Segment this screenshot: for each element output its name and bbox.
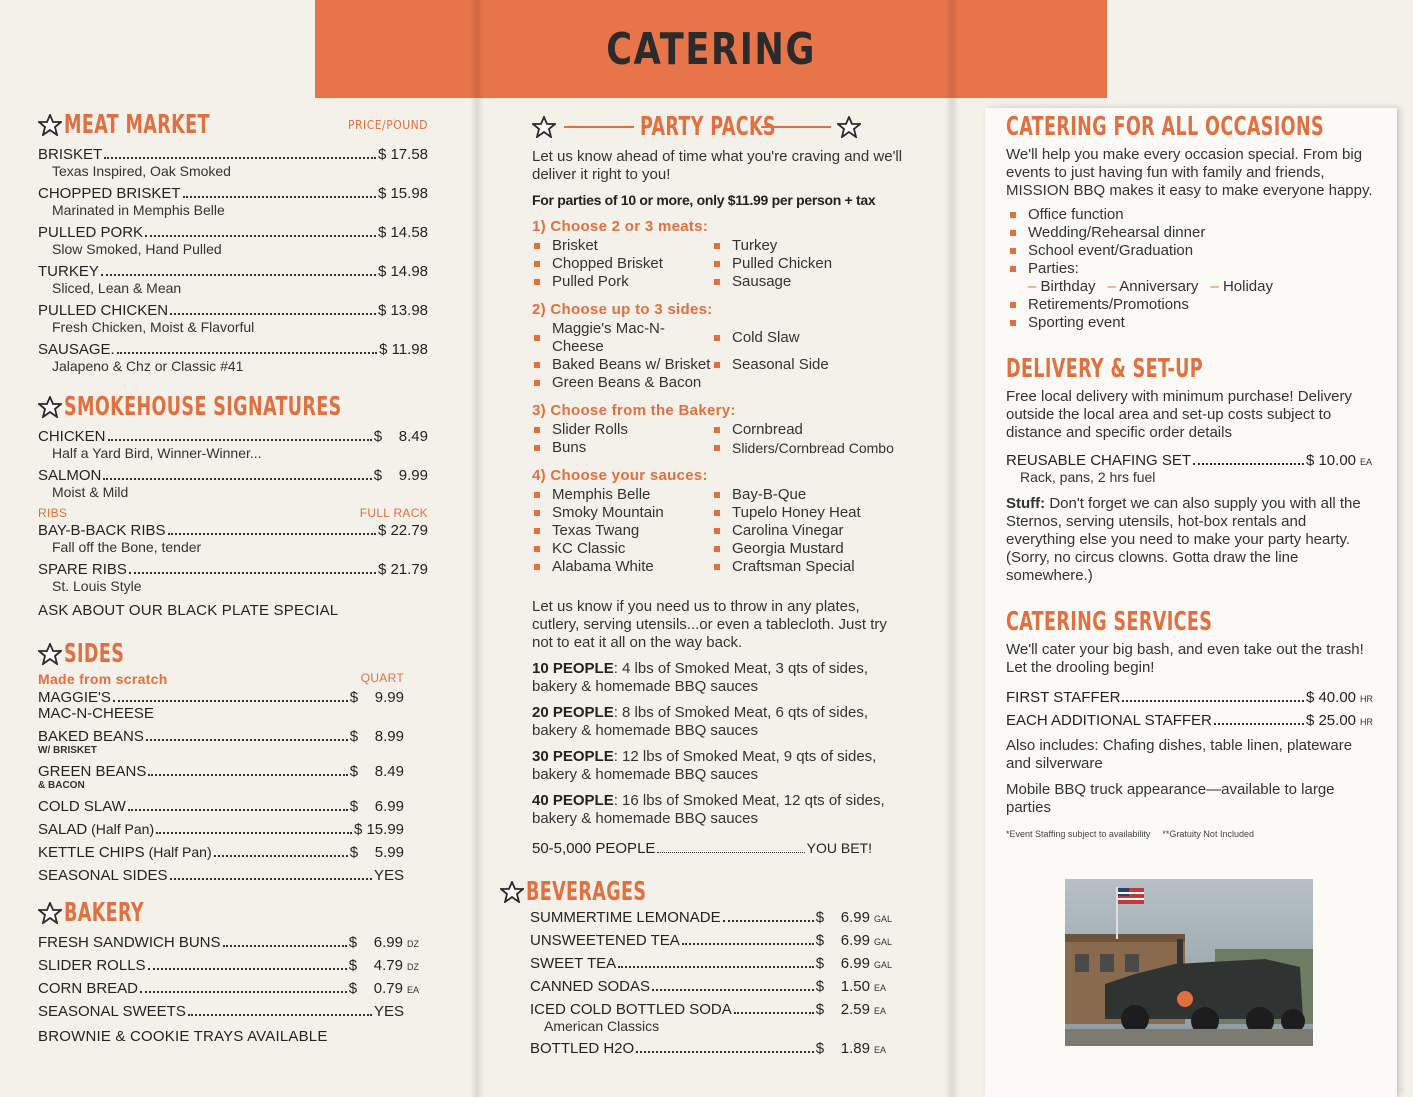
- ribs-subhead: RIBS FULL RACK: [38, 506, 428, 520]
- menu-item: CHOPPED BRISKET $ 15.98 Marinated in Memphis Belle: [38, 185, 428, 218]
- menu-item: TURKEY $ 14.98 Sliced, Lean & Mean: [38, 263, 428, 296]
- menu-item: SWEET TEA $ 6.99 GAL: [530, 955, 893, 972]
- smokehouse-list: [38, 428, 428, 619]
- meat-market-list: [38, 146, 428, 374]
- occasions-list: [1006, 206, 1376, 332]
- menu-item: BOTTLED H2O $ 1.89 EA: [530, 1040, 887, 1057]
- meat-options: [534, 237, 910, 291]
- list-item: Parties:: [1010, 260, 1376, 278]
- menu-item: BRISKET $ 17.58 Texas Inspired, Oak Smoked: [38, 146, 428, 179]
- occasions-intro: We'll help you make every occasion special. From big events to just having fun with family and friends, MISSION BBQ makes it easy to make everyone happy.: [1006, 146, 1373, 199]
- party-packs-heading: PARTY PACKS: [532, 112, 910, 142]
- trays-note: BROWNIE & COOKIE TRAYS AVAILABLE: [38, 1028, 328, 1045]
- meat-market-heading: MEAT MARKET PRICE/POUND: [38, 110, 428, 140]
- list-item: Memphis Belle: [534, 486, 714, 504]
- list-item: Alabama White: [534, 558, 714, 576]
- list-item: Sporting event: [1010, 314, 1376, 332]
- list-item: KC Classic: [534, 540, 714, 558]
- list-item: Turkey: [714, 237, 914, 255]
- smokehouse-heading: SMOKEHOUSE SIGNATURES: [38, 392, 428, 422]
- star-icon: [532, 116, 556, 138]
- step-heading: 3) Choose from the Bakery:: [532, 402, 736, 419]
- star-icon: [500, 881, 524, 903]
- staffer-row: FIRST STAFFER $ 40.00 HR: [1006, 689, 1373, 706]
- star-icon: [38, 643, 62, 665]
- star-icon: [38, 396, 62, 418]
- list-item: Sausage: [714, 273, 914, 291]
- sides-subhead: Made from scratch QUART: [38, 671, 404, 687]
- menu-item: SEASONAL SWEETS YES: [38, 1003, 404, 1020]
- column-left: [38, 110, 428, 1045]
- side-options: [534, 320, 910, 392]
- menu-item: SUMMERTIME LEMONADE $ 6.99 GAL: [530, 909, 893, 926]
- menu-item: CHICKEN $ 8.49 Half a Yard Bird, Winner-Winner...: [38, 428, 428, 461]
- menu-item: SALMON $ 9.99 Moist & Mild: [38, 467, 428, 500]
- party-types: – Birthday– Anniversary– Holiday: [1028, 278, 1376, 296]
- party-intro: Let us know ahead of time what you're craving and we'll deliver it right to you!: [532, 148, 903, 183]
- list-item: Sliders/Cornbread Combo: [714, 439, 914, 457]
- list-item: Buns: [534, 439, 714, 457]
- star-icon: [837, 116, 861, 138]
- step-heading: 1) Choose 2 or 3 meats:: [532, 218, 709, 235]
- menu-item: UNSWEETENED TEA $ 6.99 GAL: [530, 932, 893, 949]
- star-icon: [38, 902, 62, 924]
- list-item: Cold Slaw: [714, 320, 914, 356]
- package-10: 10 PEOPLE: 4 lbs of Smoked Meat, 3 qts of sides, bakery & homemade BBQ sauces: [532, 660, 868, 695]
- divider: [564, 126, 634, 128]
- menu-item: SEASONAL SIDES YES: [38, 867, 404, 884]
- truck-note: Mobile BBQ truck appearance—available to large parties: [1006, 781, 1335, 816]
- bakery-list: [38, 934, 423, 1045]
- page-title: CATERING: [606, 23, 816, 75]
- bakery-heading: BAKERY: [38, 898, 428, 928]
- list-item: Office function: [1010, 206, 1376, 224]
- fold-line-left: [470, 0, 484, 1097]
- party-packs-content: [532, 148, 910, 857]
- column-right: [1006, 112, 1376, 839]
- party-offer: For parties of 10 or more, only $11.99 per person + tax: [532, 192, 876, 208]
- list-item: School event/Graduation: [1010, 242, 1376, 260]
- footnotes: *Event Staffing subject to availability **Gratuity Not Included: [1006, 829, 1254, 839]
- sides-heading: SIDES: [38, 639, 428, 669]
- list-item: Slider Rolls: [534, 421, 714, 439]
- menu-item: ICED COLD BOTTLED SODA $ 2.59 EA American Classics: [530, 1001, 887, 1034]
- list-item: Seasonal Side: [714, 356, 914, 374]
- list-item: Wedding/Rehearsal dinner: [1010, 224, 1376, 242]
- star-icon: [38, 114, 62, 136]
- beverages-heading: BEVERAGES: [500, 877, 910, 907]
- bakery-options: [534, 421, 910, 457]
- chafing-set-row: REUSABLE CHAFING SET $ 10.00 EA Rack, pans, 2 hrs fuel: [1006, 452, 1373, 485]
- list-item: Chopped Brisket: [534, 255, 714, 273]
- list-item: Craftsman Special: [714, 558, 914, 576]
- big-party-row: 50-5,000 PEOPLE YOU BET!: [532, 840, 872, 857]
- step-heading: 2) Choose up to 3 sides:: [532, 301, 713, 318]
- menu-item: COLD SLAW $ 6.99: [38, 798, 404, 815]
- list-item: Smoky Mountain: [534, 504, 714, 522]
- menu-item: MAGGIE'S $ 9.99 MAC-N-CHEESE: [38, 689, 404, 722]
- menu-item: SALAD (Half Pan) $ 15.99: [38, 821, 404, 838]
- list-item: Retirements/Promotions: [1010, 296, 1376, 314]
- menu-item: BAKED BEANS $ 8.99 W/ BRISKET: [38, 728, 404, 756]
- column-middle: [500, 112, 910, 1057]
- services-heading: CATERING SERVICES: [1006, 607, 1213, 637]
- truck-photo-icon: [1065, 879, 1313, 1046]
- delivery-intro: Free local delivery with minimum purchase! Delivery outside the local area and set-up costs subject to distance and specific order details: [1006, 388, 1352, 441]
- menu-item: BAY-B-BACK RIBS $ 22.79 Fall off the Bone, tender: [38, 522, 428, 555]
- menu-item: CANNED SODAS $ 1.50 EA: [530, 978, 887, 995]
- delivery-heading: DELIVERY & SET-UP: [1006, 354, 1203, 384]
- menu-item: CORN BREAD $ 0.79 EA: [38, 980, 420, 997]
- services-intro: We'll cater your big bash, and even take out the trash! Let the drooling begin!: [1006, 641, 1364, 676]
- list-item: Brisket: [534, 237, 714, 255]
- list-item: Texas Twang: [534, 522, 714, 540]
- black-plate-note: ASK ABOUT OUR BLACK PLATE SPECIAL: [38, 602, 339, 619]
- step-heading: 4) Choose your sauces:: [532, 467, 708, 484]
- list-item: Bay-B-Que: [714, 486, 914, 504]
- menu-item: GREEN BEANS $ 8.49 & BACON: [38, 763, 404, 791]
- package-20: 20 PEOPLE: 8 lbs of Smoked Meat, 6 qts of sides, bakery & homemade BBQ sauces: [532, 704, 868, 739]
- menu-item: SAUSAGE. $ 11.98 Jalapeno & Chz or Classic #41: [38, 341, 428, 374]
- list-item: Baked Beans w/ Brisket: [534, 356, 714, 374]
- menu-item: PULLED PORK $ 14.58 Slow Smoked, Hand Pulled: [38, 224, 428, 257]
- staffer-row: EACH ADDITIONAL STAFFER $ 25.00 HR: [1006, 712, 1373, 729]
- stuff-note: Stuff: Don't forget we can also supply you with all the Sternos, serving utensils, hot-box rentals and everything else you need to make your party hearty. (Sorry, no circus clowns. Gotta draw the line somewhere.): [1006, 495, 1361, 584]
- price-per-pound-label: PRICE/POUND: [348, 118, 428, 132]
- list-item: Georgia Mustard: [714, 540, 914, 558]
- list-item: Pulled Pork: [534, 273, 714, 291]
- menu-item: FRESH SANDWICH BUNS $ 6.99 DZ: [38, 934, 419, 951]
- sides-list: [38, 671, 404, 884]
- menu-item: KETTLE CHIPS (Half Pan) $ 5.99: [38, 844, 404, 861]
- menu-item: SLIDER ROLLS $ 4.79 DZ: [38, 957, 419, 974]
- package-30: 30 PEOPLE: 12 lbs of Smoked Meat, 9 qts of sides, bakery & homemade BBQ sauces: [532, 748, 877, 783]
- menu-item: PULLED CHICKEN $ 13.98 Fresh Chicken, Moist & Flavorful: [38, 302, 428, 335]
- list-item: Pulled Chicken: [714, 255, 914, 273]
- sauce-options: [534, 486, 910, 576]
- list-item: Cornbread: [714, 421, 914, 439]
- fold-line-right: [945, 0, 959, 1097]
- header-banner: [315, 0, 1107, 98]
- list-item: Carolina Vinegar: [714, 522, 914, 540]
- extras-note: Let us know if you need us to throw in any plates, cutlery, serving utensils...or even a tablecloth. Just try not to eat it all on the way back.: [532, 598, 887, 651]
- menu-item: SPARE RIBS $ 21.79 St. Louis Style: [38, 561, 428, 594]
- package-40: 40 PEOPLE: 16 lbs of Smoked Meat, 12 qts of sides, bakery & homemade BBQ sauces: [532, 792, 885, 827]
- list-item: Green Beans & Bacon: [534, 374, 714, 392]
- bbq-truck-photo: [1065, 879, 1313, 1046]
- list-item: Tupelo Honey Heat: [714, 504, 914, 522]
- occasions-heading: CATERING FOR ALL OCCASIONS: [1006, 112, 1325, 142]
- beverages-list: [530, 909, 893, 1057]
- list-item: Maggie's Mac-N-Cheese: [534, 320, 714, 356]
- includes-note: Also includes: Chafing dishes, table linen, plateware and silverware: [1006, 737, 1353, 772]
